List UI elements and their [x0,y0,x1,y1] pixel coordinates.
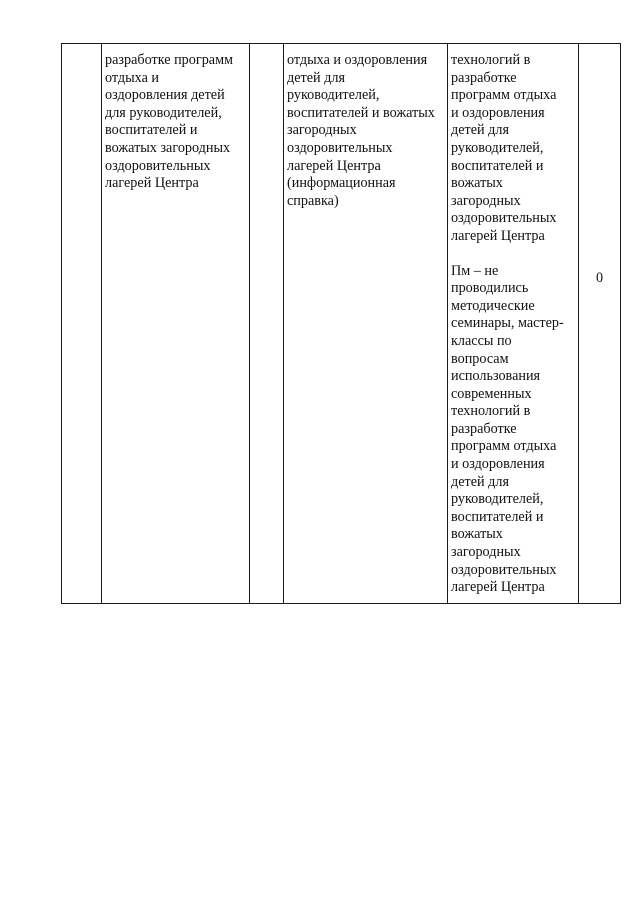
table-cell-empty [250,44,284,604]
evaluation-table [61,43,621,604]
table-cell-score [579,44,621,604]
indicator-text-1: технологий в разработке программ отдыха и оздоровления детей для руководителей, воспитателей и вожатых загородных оздоровительных лагерей Центра [451,52,557,244]
table-cell-indicators [448,44,579,604]
score-spacer [582,52,617,270]
indicator-text-2: Пм – не проводились методические семинары, мастер- классы по вопросам использования современных технологий в разработке программ отдыха и оздоровления детей для руководителей, воспитателей и вожатых загородных оздоровительных лагерей Центра [451,262,564,596]
paragraph-gap [451,246,575,263]
table-cell-criterion [102,44,250,604]
score-value: 0 [595,270,604,286]
table-row [62,44,621,604]
table-cell-number [62,44,102,604]
table-cell-source [284,44,448,604]
source-text: отдыха и оздоровления детей для руководителей, воспитателей и вожатых загородных оздоровительных лагерей Центра (информационная справка) [287,52,435,209]
criterion-text: разработке программ отдыха и оздоровления детей для руководителей, воспитателей и вожатых загородных оздоровительных лагерей Центра [105,52,234,192]
